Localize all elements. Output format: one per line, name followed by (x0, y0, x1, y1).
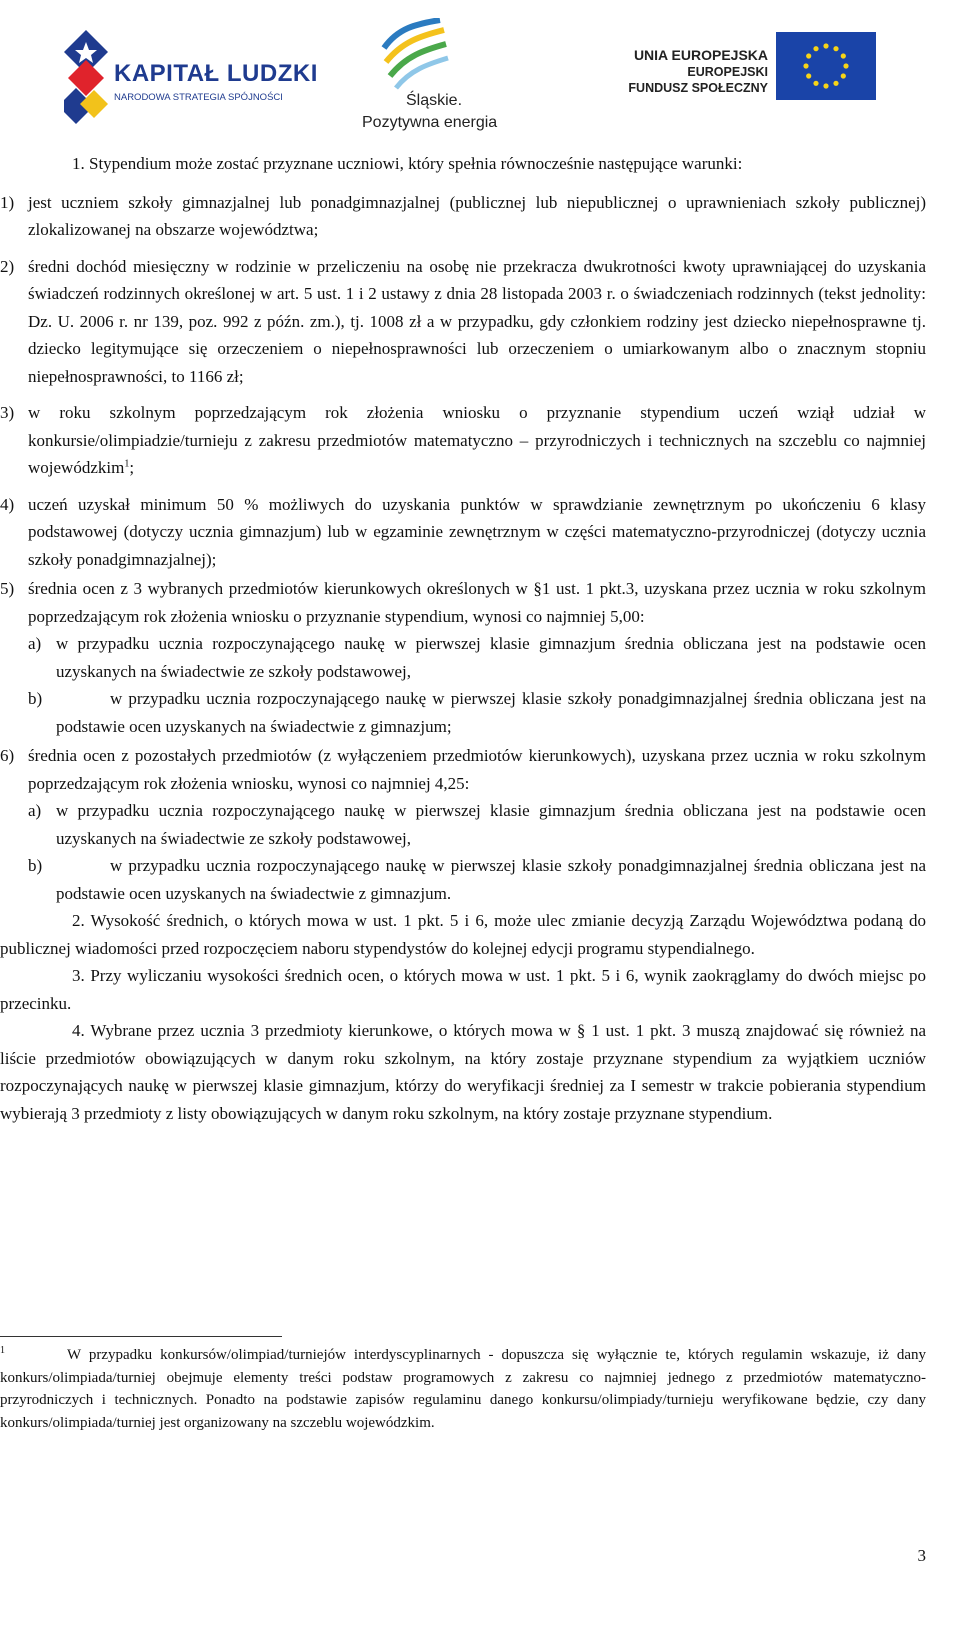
item-number: 2) (0, 256, 15, 276)
slaskie-tagline: Pozytywna energia (362, 114, 498, 131)
sub-item-text: w przypadku ucznia rozpoczynającego naukę w pierwszej klasie gimnazjum średnia obliczana jest na podstawie ocen uzyskanych na świadectwie ze szkoły podstawowej, (56, 801, 926, 848)
logo-header (0, 0, 960, 140)
kapital-ludzki-logo (64, 30, 318, 130)
condition-item-6-sub-b (28, 852, 926, 907)
slaskie-waves-icon (380, 18, 450, 90)
sub-item-letter: b) (28, 689, 43, 708)
condition-item-6-sub-a (28, 797, 926, 852)
section-4-paragraph: 4. Wybrane przez ucznia 3 przedmioty kierunkowe, o których mowa w § 1 ust. 1 pkt. 3 muszą znajdować się również na liście przedmiotów obowiązujących w danym roku szkolnym, na który zostaje przyznane stypendium za wyjątkiem uczniów rozpoczynających naukę w pierwszej klasie gimnazjum, którzy do weryfikacji średniej za I semestr w trakcie pobierania stypendium wybierają 3 przedmioty z listy obowiązujących w danym roku szkolnym, na który zostaje przyznane stypendium. (0, 1021, 926, 1123)
sub-item-text-container (56, 685, 926, 740)
item-text-end: ; (129, 458, 135, 477)
section-3-paragraph: 3. Przy wyliczaniu wysokości średnich ocen, o których mowa w ust. 1 pkt. 5 i 6, wynik zaokrąglamy do dwóch miejsc po przecinku. (0, 966, 926, 1013)
item-number: 1) (0, 192, 15, 212)
eu-text-block (600, 46, 768, 96)
condition-item-6 (0, 742, 926, 797)
eu-fund-logo (600, 32, 900, 122)
document-body (0, 150, 926, 1127)
item-number: 6) (0, 746, 15, 765)
kapital-ludzki-mark-icon (64, 30, 108, 130)
sub-item-letter: a) (28, 634, 42, 653)
item-text: jest uczniem szkoły gimnazjalnej lub ponadgimnazjalnej (publicznej lub niepublicznej o uprawnieniach szkoły publicznej) zlokalizowanej na obszarze województwa; (28, 192, 926, 239)
kapital-ludzki-subtitle: NARODOWA STRATEGIA SPÓJNOŚCI (114, 92, 283, 103)
sub-item-letter: b) (28, 856, 43, 875)
item-text: średni dochód miesięczny w rodzinie w przeliczeniu na osobę nie przekracza dwukrotności kwoty uprawniającej do uzyskania świadczeń rodzinnych określonej w art. 5 ust. 1 i 2 ustawy z dnia 28 listopada 2003 r. o świadczeniach rodzinnych (tekst jednolity: Dz. U. 2006 r. nr 139, poz. 992 z późn. zm.), tj. 1008 zł a w przypadku, gdy członkiem rodziny jest dziecko niepełnosprawne tj. dziecko legitymujące się orzeczeniem o niepełnosprawności lub orzeczeniem o umiarkowanym albo o znacznym stopniu niepełnosprawności, to 1166 zł; (28, 256, 926, 386)
footnote-reference[interactable]: 1 (124, 458, 130, 470)
footnote (0, 1344, 926, 1434)
eu-flag-icon (776, 32, 876, 100)
item-text: w roku szkolnym poprzedzającym rok złożenia wniosku o przyznanie stypendium uczeń wziął udział w konkursie/olimpiadzie/turnieju z zakresu przedmiotów matematyczno – przyrodniczych i technicznych na szczeblu co najmniej wojewódzkim (28, 403, 926, 477)
eu-line-2: EUROPEJSKI (687, 65, 768, 79)
condition-item-5 (0, 575, 926, 630)
sub-item-text: w przypadku ucznia rozpoczynającego naukę w pierwszej klasie szkoły ponadgimnazjalnej średnia obliczana jest na podstawie ocen uzyskanych na świadectwie z gimnazjum. (56, 856, 926, 903)
kapital-ludzki-title: KAPITAŁ LUDZKI (114, 60, 318, 87)
slaskie-logo (362, 18, 498, 138)
sub-item-letter: a) (28, 801, 42, 820)
sub-item-text: w przypadku ucznia rozpoczynającego naukę w pierwszej klasie szkoły ponadgimnazjalnej średnia obliczana jest na podstawie ocen uzyskanych na świadectwie z gimnazjum; (56, 689, 926, 736)
footnote-number: 1 (0, 1345, 5, 1356)
eu-line-1: UNIA EUROPEJSKA (633, 47, 768, 63)
eu-line-3: FUNDUSZ SPOŁECZNY (628, 81, 768, 95)
page-number: 3 (917, 1546, 926, 1565)
sub-item-text-container (56, 852, 926, 907)
section-1-heading: 1. Stypendium może zostać przyznane uczniowi, który spełnia równocześnie następujące warunki: (72, 154, 743, 173)
condition-item-1 (0, 189, 926, 244)
footnote-text: W przypadku konkursów/olimpiad/turniejów interdyscyplinarnych - dopuszcza się wyłącznie te, których regulamin wskazuje, iż dany konkurs/olimpiada/turniej obejmuje elementy treści podstaw programowych z zakresu co najmniej jednego z przedmiotów matematyczno-przyrodniczych i technicznych. Ponadto na podstawie zapisów regulaminu danego konkursu/olimpiady/turnieju weryfikowane będzie, czy dany konkurs/olimpiada/turniej jest organizowany na szczeblu wojewódzkim. (0, 1347, 926, 1431)
item-number: 3) (0, 403, 15, 422)
item-text: średnia ocen z 3 wybranych przedmiotów kierunkowych określonych w §1 ust. 1 pkt.3, uzyskana przez ucznia w roku szkolnym poprzedzającym rok złożenia wniosku o przyznanie stypendium, wynosi co najmniej 5,00: (28, 579, 926, 626)
condition-item-5-sub-a (28, 630, 926, 685)
item-number: 5) (0, 579, 15, 598)
condition-item-4 (0, 491, 926, 574)
footnote-separator (0, 1336, 282, 1337)
item-number: 4) (0, 494, 15, 514)
slaskie-name: Śląskie. (406, 92, 463, 109)
item-text: uczeń uzyskał minimum 50 % możliwych do uzyskania punktów w sprawdzianie zewnętrznym po ukończeniu 6 klasy podstawowej (dotyczy ucznia gimnazjum) lub w egzaminie zewnętrznym w części matematyczno-przyrodniczej (dotyczy ucznia szkoły ponadgimnazjalnej); (28, 494, 926, 569)
condition-item-2 (0, 253, 926, 391)
sub-item-text: w przypadku ucznia rozpoczynającego naukę w pierwszej klasie gimnazjum średnia obliczana jest na podstawie ocen uzyskanych na świadectwie ze szkoły podstawowej, (56, 634, 926, 681)
item-text-container (28, 399, 926, 482)
condition-item-5-sub-b (28, 685, 926, 740)
item-text: średnia ocen z pozostałych przedmiotów (z wyłączeniem przedmiotów kierunkowych), uzyskana przez ucznia w roku szkolnym poprzedzającym rok złożenia wniosku, wynosi co najmniej 4,25: (28, 746, 926, 793)
condition-item-3 (0, 399, 926, 482)
section-2-paragraph: 2. Wysokość średnich, o których mowa w ust. 1 pkt. 5 i 6, może ulec zmianie decyzją Zarządu Województwa podaną do publicznej wiadomości przed rozpoczęciem naboru stypendystów do kolejnej edycji programu stypendialnego. (0, 911, 926, 958)
